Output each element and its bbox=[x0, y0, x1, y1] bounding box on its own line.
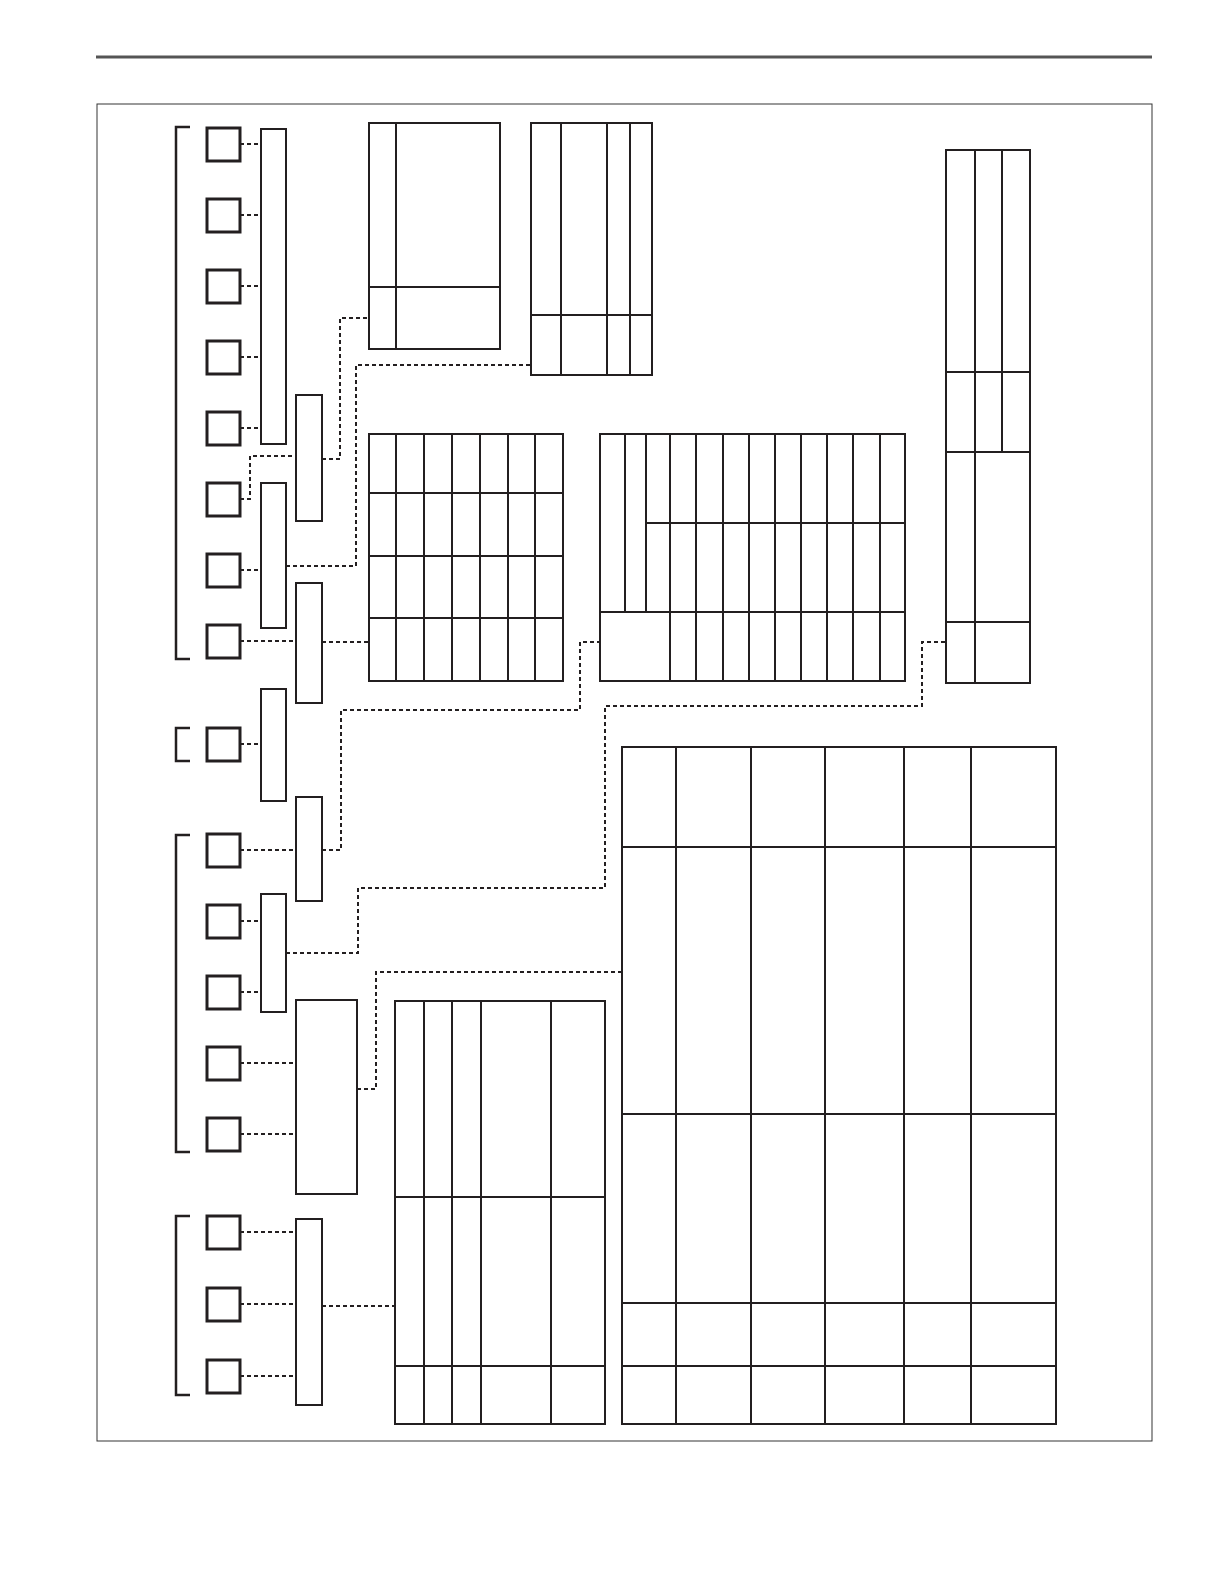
label-box-4 bbox=[207, 341, 240, 374]
label-box-12 bbox=[207, 976, 240, 1009]
label-box-17 bbox=[207, 1360, 240, 1393]
label-box-13 bbox=[207, 1047, 240, 1080]
leader-bar-f-table-4 bbox=[322, 642, 600, 850]
table-4 bbox=[600, 434, 905, 681]
bar-h bbox=[296, 1000, 357, 1194]
leader-bar-g-table-6 bbox=[286, 642, 946, 953]
bracket-group-4 bbox=[176, 1216, 190, 1395]
bar-e bbox=[261, 689, 286, 801]
leader-bar-b-table-1 bbox=[322, 318, 369, 459]
dashed-leaders bbox=[240, 144, 946, 1376]
label-box-8 bbox=[207, 625, 240, 658]
bar-f bbox=[296, 797, 322, 901]
bar-g bbox=[261, 894, 286, 1012]
leader-bar-h-table-8 bbox=[357, 972, 622, 1089]
bar-a bbox=[261, 129, 286, 444]
bracket-group-2 bbox=[176, 728, 190, 761]
table-2 bbox=[531, 123, 652, 375]
label-box-9 bbox=[207, 728, 240, 761]
connector-bars bbox=[261, 129, 357, 1405]
bar-d bbox=[296, 583, 322, 703]
table-7 bbox=[395, 1001, 605, 1424]
label-boxes bbox=[207, 128, 240, 1393]
bracket-group-1 bbox=[176, 127, 190, 659]
label-box-10 bbox=[207, 834, 240, 867]
table-5 bbox=[946, 150, 1030, 683]
label-box-3 bbox=[207, 270, 240, 303]
label-box-1 bbox=[207, 128, 240, 161]
label-box-6 bbox=[207, 483, 240, 516]
label-box-15 bbox=[207, 1216, 240, 1249]
table-6 bbox=[622, 747, 1056, 1424]
label-box-11 bbox=[207, 905, 240, 938]
bracket-group-3 bbox=[176, 835, 190, 1152]
table-3 bbox=[369, 434, 563, 681]
leader-6 bbox=[240, 456, 296, 499]
group-brackets bbox=[176, 127, 190, 1395]
label-box-2 bbox=[207, 199, 240, 232]
label-box-7 bbox=[207, 554, 240, 587]
label-box-14 bbox=[207, 1118, 240, 1151]
label-box-16 bbox=[207, 1288, 240, 1321]
figure-frame bbox=[97, 104, 1152, 1441]
bar-i bbox=[296, 1219, 322, 1405]
bar-c bbox=[261, 483, 286, 628]
bar-b bbox=[296, 395, 322, 521]
table-1 bbox=[369, 123, 500, 349]
label-box-5 bbox=[207, 412, 240, 445]
